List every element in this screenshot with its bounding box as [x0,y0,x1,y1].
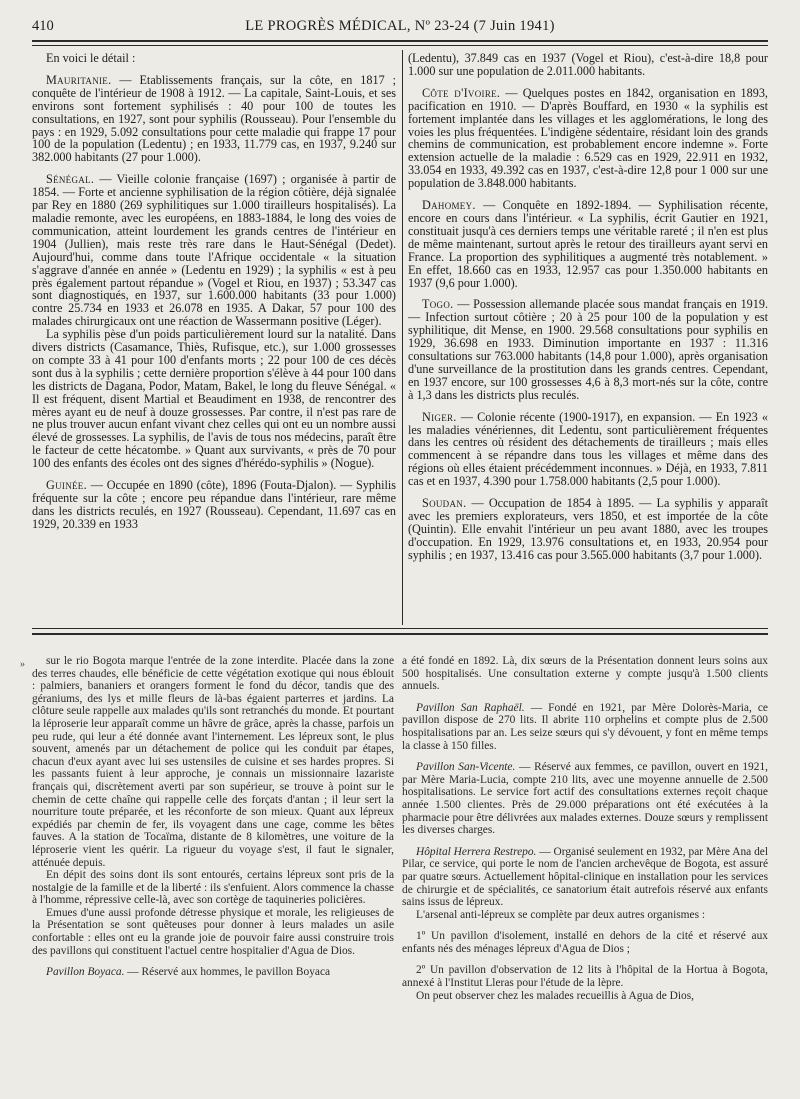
running-header [32,18,768,40]
isolement-paragraph: 1º Un pavillon d'isolement, installé en dehors de la cité et réservé aux enfants nés des ménages lépreux d'Agua de Dios ; [402,930,768,955]
herrera-label: Hôpital Herrera Restrepo. [416,845,537,858]
fugitives-paragraph: En dépit des soins dont ils sont entourés, certains lépreux sont pris de la nostalgie de la famille et de la liberté : ils s'enfuient. Alors commence la chasse à l'homme, répressive celle-là, avec son cortège de taquineries policières. [32,869,394,907]
guinee-continued: (Ledentu), 37.849 cas en 1937 (Vogel et Riou), c'est-à-dire 18,8 pour 1.000 sur une population de 2.011.000 habitants. [408,51,768,78]
san-vicente-text: — Réservé aux femmes, ce pavillon, ouvert en 1921, par Mère Maria-Lucia, compte 210 lits, avec une moyenne annuelle de 2.500 hospitalisations. Le service fort actif des consultations externes reçoit chaque année 1.500 clientes. Près de 29.000 préparations ont été exécutées à la pharmacie pour être délivrées aux malades externes. Douze sœurs y remplissent les diverses charges. [402,761,768,837]
guinee-text: — Occupée en 1890 (côte), 1896 (Fouta-Djalon). — Syphilis fréquente sur la côte ; encore peu répandue dans l'intérieur, rare même dans les districts reculés, en 1927 (Rousseau). Cependant, 11.697 cas en 1929, 20.339 en 1933 [32,478,396,531]
san-raphael-paragraph [402,702,768,752]
bottom-left-column [32,655,394,979]
senegal-paragraph [32,173,396,328]
intro-paragraph: En voici le détail : [46,51,136,65]
soudan-text: — Occupation de 1854 à 1895. — La syphilis y apparaît avec les premiers explorateurs, vers 1850, et est importée de la côte (Quintin). Elle envahit l'intérieur un peu avant 1880, avec les troupes d'occupation. En 1929, 13.976 consultations et, en 1933, 20.954 pour syphilis ; en 1937, 13.416 cas pour 3.565.000 habitants (3,7 pour 1.000). [408,496,768,562]
closing-paragraph: On peut observer chez les malades recueillis à Agua de Dios, [416,989,695,1002]
cote-ivoire-text: — Quelques postes en 1842, organisation en 1893, pacification en 1910. — D'après Bouffard, en 1930 « la syphilis est fortement implantée dans les villages et les agglomérations, le long des voies les plus fréquentées. L'indigène sédentaire, résidant loin des grands chemins de communication, est probablement encore indemne ». Forte extension actuelle de la maladie : 6.529 cas en 1929, 22.911 en 1932, 33.054 en 1933, 49.392 cas en 1937, c'est-à-dire 12,8 pour 1 000 sur une population de 3.848.000 habitants. [408,85,768,191]
senegal-text: — Vieille colonie française (1697) ; organisée à partir de 1854. — Forte et ancienne syphilisation de la région côtière, déjà signalée par Rey en 1880 (269 syphilitiques sur 1.000 tirailleurs hospitalisés). La maladie remonte, avec les européens, en 1883-1884, le long des voies de communication, atteint lourdement les grands centres de l'intérieur en 1904 (Jullien), mais reste très rare dans le Haut-Sénégal (Dedet). Aujourd'hui, comme dans toute l'Afrique occidentale « la situation s'aggrave d'année en année » (Ledentu en 1929) ; la syphilis « est à peu près également partout répandue » (Vogel et Riou, en 1937) ; 53.347 cas sont diagnostiqués, en 1937, sur 1.600.000 habitants (33 pour 1.000) contre 25.734 en 1933 et 26.078 en 1935. A Dakar, 57 pour 100 des malades chirurgicaux ont une réaction de Wassermann positive (Léger). [32,172,396,329]
san-raphael-text: — Fondé en 1921, par Mère Dolorès-Maria, ce pavillon dispose de 270 lits. Il abrite 110 orphelins et compte plus de 2.500 hospitalisations par an. Les seize sœurs qui s'y dévouent, y font en même temps la classe à 150 filles. [402,701,768,752]
niger-paragraph [408,411,768,488]
senegal-paragraph-2: La syphilis pèse d'un poids particulièrement lourd sur la natalité. Dans divers districts (Casamance, Thiès, Rufisque, etc.), sur 1.000 grossesses on compte 33 à 41 pour 100 d'enfants morts ; 22 pour 100 de ces décès sont dus à la syphilis ; cette dernière proportion s'élève à 44 pour 100 dans les districts de Dagana, Podor, Matam, Bakel, le long du fleuve Sénégal. « Il est fréquent, disent Martial et Beaudiment en 1938, de rencontrer des mères ayant eu de neuf à douze grossesses. Par contre, il n'est pas rare de ne plus trouver aucun enfant vivant chez celles qui ont eu un nombre aussi élevé de grossesses. La syphilis, de l'avis de tous nos médecins, paraît être le facteur de cette hécatombe. » Quant aux survivants, « près de 70 pour 100 des enfants des écoles ont des signes d'hérédo-syphilis » (Nogue). [32,327,396,471]
san-vicente-paragraph [402,761,768,837]
togo-paragraph [408,298,768,401]
boyaca-paragraph [32,966,394,979]
header-rule [32,40,768,42]
togo-text: — Possession allemande placée sous mandat français en 1919. — Infection surtout côtière ; 20 à 25 pour 100 de la population y est syphilitique, dit Mense, en 1900. 29.568 consultations pour syphilis en 1929, 36.698 en 1933. Diminution importante en 1937 : 11.316 consultations sur 763.000 habitants (14,8 pour 1.000), après organisation d'une surveillance de la prostitution dans les grands centres. Cependant, en 1937 encore, sur 100 grossesses 4,6 à 8,3 mort-nés sur la côte, contre à 1,3 dans les districts plus reculés. [408,297,768,402]
guinee-label: Guinée. [46,478,87,493]
san-vicente-label: Pavillon San-Vicente. [416,761,516,774]
herrera-paragraph [402,846,768,909]
niger-label: Niger. [422,409,457,424]
guinee-paragraph [32,479,396,531]
togo-label: Togo. [422,297,454,312]
bottom-right-column [402,655,768,1002]
column-divider [402,50,403,625]
page-number: 410 [32,18,54,34]
observation-paragraph: 2º Un pavillon d'observation de 12 lits à l'hôpital de la Hortua à Bogota, annexé à l'Institut Lleras pour l'étude de la lèpre. [402,964,768,990]
top-left-column [32,52,396,531]
section-rule [32,628,768,629]
boyaca-label: Pavillon Boyaca. [46,966,125,979]
senegal-label: Sénégal. [46,172,95,187]
running-title: LE PROGRÈS MÉDICAL, Nº 23-24 (7 Juin 1941) [245,18,555,34]
boyaca-text: — Réservé aux hommes, le pavillon Boyaca [124,966,331,979]
top-right-column [408,52,768,562]
mauritanie-paragraph [32,74,396,164]
mauritanie-label: Mauritanie. [46,72,112,87]
header-rule-thin [32,45,768,46]
dahomey-label: Dahomey. [422,198,476,213]
soudan-paragraph [408,497,768,562]
soudan-label: Soudan. [422,496,467,511]
section-rule-thick [32,633,768,635]
religieuses-paragraph: Emues d'une aussi profonde détresse physique et morale, les religieuses de la Présentation se sont quêteuses pour donner à leurs malades un asile confortable : elles ont eu la grande joie de pouvoir faire aussi construire trois des pavillons qui constituent l'actuel centre hospitalier d'Agua de Dios. [32,906,394,957]
mauritanie-text: — Etablissements français, sur la côte, en 1817 ; conquête de l'intérieur de 1908 à 1912. — La capitale, Saint-Louis, et ses environs sont fortement syphilisés : 40 pour 100 de toutes les consultations, en 1927, sont pour syphilis (Rousseau). Pour l'ensemble du pays : en 1929, 5.092 consultations pour cette maladie qui frappe 17 pour 100 de la population (Ledentu) ; en 1933, 11.779 cas, en 1937, 9.240 sur 382.000 habitants (27 pour 1.000). [32,72,396,165]
niger-text: — Colonie récente (1900-1917), en expansion. — En 1923 « les maladies vénériennes, dit Ledentu, sont particulièrement fréquentes dans les centres où résident des détachements de tirailleurs ; mais elles commencent à se répandre dans tous les villages et même dans des régions où elles étaient précédemment inconnues. » Déjà, en 1933, 7.811 cas et en 1937, 4.390 pour 1.758.000 habitants (2,5 pour 1.000). [408,409,768,489]
dahomey-paragraph [408,199,768,289]
boyaca-continued: a été fondé en 1892. Là, dix sœurs de la Présentation donnent leurs soins aux 500 hospitalisés. Une consultation externe y compte jusqu'à 1.500 clients annuels. [402,655,768,693]
dahomey-text: — Conquête en 1892-1894. — Syphilisation récente, encore en cours dans l'intérieur. « La syphilis, écrit Gautier en 1921, constituait jusqu'à ces derniers temps une véritable rareté ; il n'en est plus de même maintenant, surtout après le retour des tirailleurs ayant servi en France. La proportion des syphilitiques a augmenté très notablement. » En effet, 18.660 cas en 1933, 12.957 cas pour 1.350.000 habitants en 1937 (9,6 pour 1.000). [408,198,768,290]
cote-ivoire-paragraph [408,87,768,190]
bogota-paragraph: sur le rio Bogota marque l'entrée de la zone interdite. Placée dans la zone des terres chaudes, elle bénéficie de cette végétation exotique qui nous éblouit : palmiers, bananiers et orangers forment le fond du décor, tandis que des géraniums, des lys et mille fleurs de là-bas égaient parterres et jardins. La clôture seule rappelle aux malades qu'ils sont retranchés du monde. Et pourtant la léproserie leur apparaît comme un hâvre de grâce, après la chasse, parfois un peu rude, qui leur a été donnée avant l'internement. Les lépreux sont, le plus souvent, amenés par un détachement de police qui les conduit par étapes, chacun d'eux ayant avec lui ses ustensiles de cuisine et ses hardes propres. Si les passants fuient à leur approche, je connais un missionnaire lazariste français qui, discrètement averti par son supérieur, se trouve à point sur le chemin de cette chaîne qui rappelle celle des forçats d'antan ; il leur sert la nourriture toute préparée, et les réconforte de son mieux. Quant aux lépreux expédiés par chemin de fer, ils voyagent dans une cage, comme les bêtes fauves. A la station de Tocaïma, distante de 8 kilomètres, une voiture de la léproserie vient les quérir. La rigueur du voyage s'est, il faut le signaler, atténuée depuis. [32,655,394,869]
arsenal-paragraph: L'arsenal anti-lépreux se complète par deux autres organismes : [416,908,706,921]
cote-ivoire-label: Côte d'Ivoire. [422,85,501,100]
margin-mark: » [20,659,25,670]
herrera-text: — Organisé seulement en 1932, par Mère Ana del Pilar, ce service, qui porte le nom de l'ancien archevêque de Bogota, est assuré par quatre sœurs. Actuellement hôpital-clinique en installation pour les services de chirurgie et de spécialités, ce sanatorium était autrefois réservé aux enfants sains issus de lépreux. [402,845,768,909]
san-raphael-label: Pavillon San Raphaël. [416,701,525,714]
